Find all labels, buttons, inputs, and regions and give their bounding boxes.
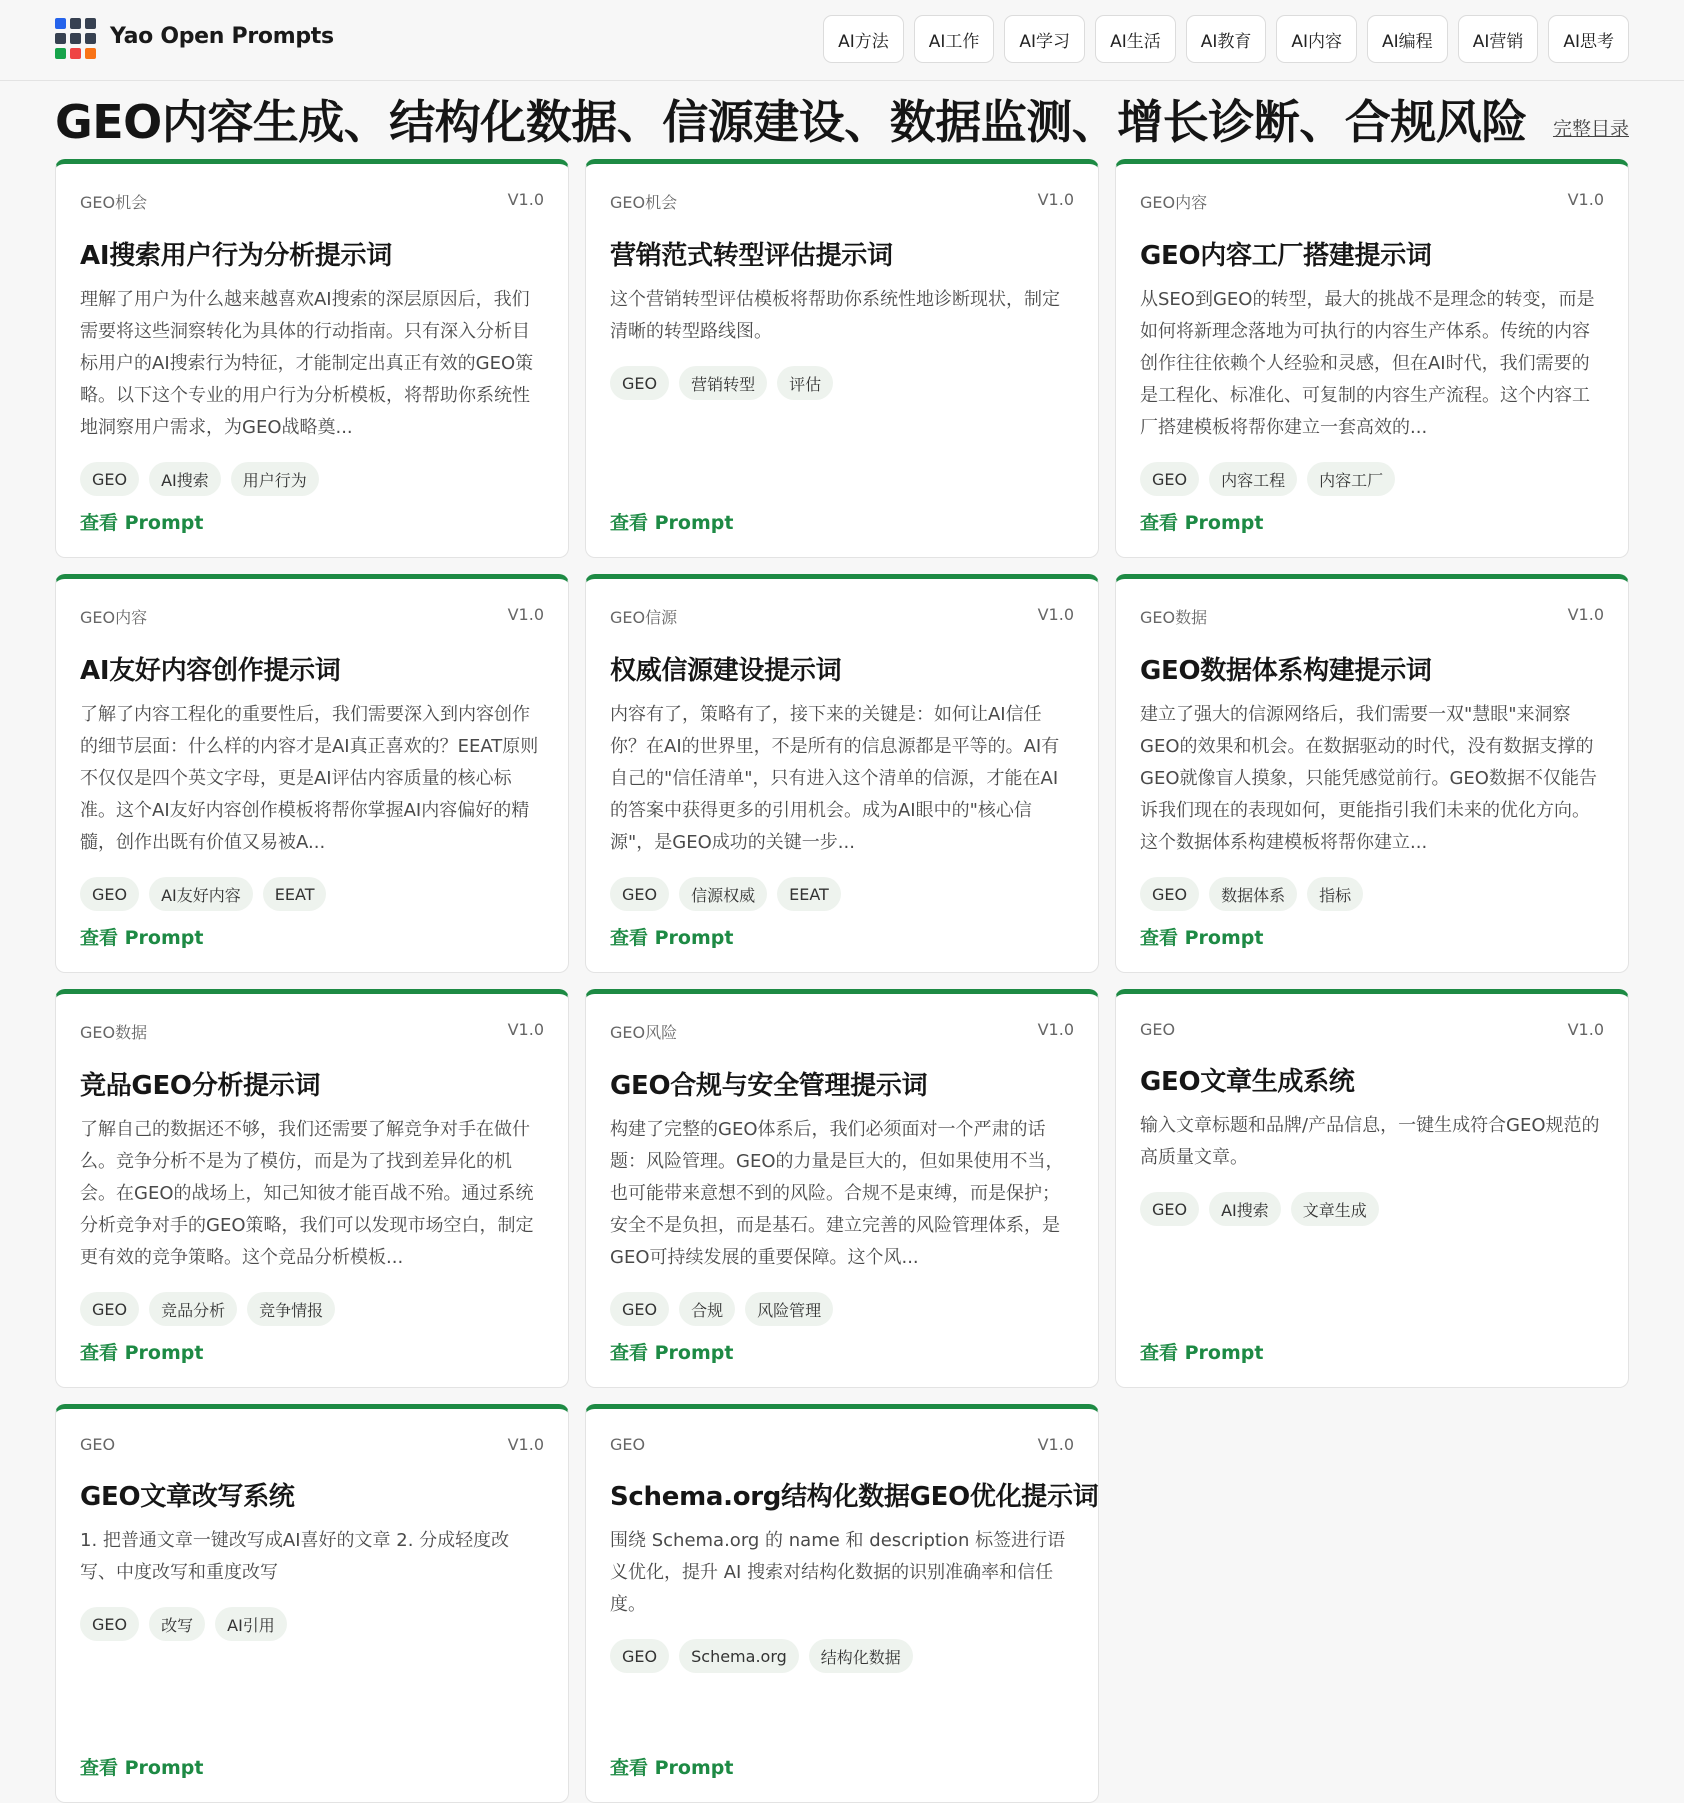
logo-square [70,33,81,44]
nav-tab-7[interactable]: AI营销 [1458,15,1539,63]
tag-chip[interactable]: 竞品分析 [149,1292,237,1326]
card-category: GEO [80,1435,116,1454]
card-version: V1.0 [1037,1435,1074,1454]
nav-tab-4[interactable]: AI教育 [1186,15,1267,63]
card-version: V1.0 [507,190,544,209]
card-category: GEO [610,1435,646,1454]
card-tags [610,366,1074,400]
logo-square [70,48,81,59]
card-category: GEO机会 [80,193,148,212]
tag-chip[interactable]: EEAT [263,877,327,911]
tag-chip[interactable]: GEO [80,877,139,911]
card-category: GEO数据 [1140,608,1208,627]
card-tags [610,1639,1074,1673]
view-prompt-link[interactable]: 查看 Prompt [80,1757,204,1779]
tag-chip[interactable]: AI引用 [215,1607,287,1641]
nav-tab-1[interactable]: AI工作 [914,15,995,63]
card-tags [610,1292,1074,1326]
prompt-card[interactable] [585,159,1099,558]
logo-square [85,18,96,29]
prompt-card[interactable] [585,1404,1099,1803]
prompt-card[interactable] [1115,574,1629,973]
card-title[interactable]: GEO内容工厂搭建提示词 [1140,241,1432,271]
card-version: V1.0 [1567,605,1604,624]
view-prompt-link[interactable]: 查看 Prompt [80,512,204,534]
tag-chip[interactable]: GEO [80,1292,139,1326]
tag-chip[interactable]: GEO [610,1292,669,1326]
tag-chip[interactable]: 合规 [679,1292,735,1326]
card-description: 围绕 Schema.org 的 name 和 description 标签进行语义优化，提升 AI 搜索对结构化数据的识别准确率和信任度。 [610,1530,1066,1615]
nav-tab-6[interactable]: AI编程 [1367,15,1448,63]
card-header [1140,1020,1604,1039]
tag-chip[interactable]: EEAT [777,877,841,911]
tag-chip[interactable]: 内容工厂 [1307,462,1395,496]
view-prompt-link[interactable]: 查看 Prompt [610,927,734,949]
tag-chip[interactable]: GEO [80,1607,139,1641]
card-tags [1140,462,1604,496]
category-nav [823,15,1629,63]
tag-chip[interactable]: 评估 [777,366,833,400]
card-title[interactable]: GEO文章生成系统 [1140,1067,1355,1097]
card-version: V1.0 [1037,605,1074,624]
logo-square [70,18,81,29]
card-category: GEO风险 [610,1023,678,1042]
tag-chip[interactable]: 用户行为 [231,462,319,496]
view-prompt-link[interactable]: 查看 Prompt [610,1757,734,1779]
nav-tab-0[interactable]: AI方法 [823,15,904,63]
card-header [610,1435,1074,1454]
card-version: V1.0 [507,1020,544,1039]
card-title[interactable]: GEO文章改写系统 [80,1482,295,1512]
tag-chip[interactable]: Schema.org [679,1639,799,1673]
tag-chip[interactable]: GEO [610,1639,669,1673]
card-description: 构建了完整的GEO体系后，我们必须面对一个严肃的话题：风险管理。GEO的力量是巨大的，但如果使用不当，也可能带来意想不到的风险。合规不是束缚，而是保护；安全不是负担，而是基石。建立完善的风险管理体系，是GEO可持续发展的重要保障。这个风... [610,1119,1064,1268]
tag-chip[interactable]: 数据体系 [1209,877,1297,911]
card-description: 内容有了，策略有了，接下来的关键是：如何让AI信任你？在AI的世界里，不是所有的信息源都是平等的。AI有自己的"信任清单"，只有进入这个清单的信源，才能在AI的答案中获得更多的引用机会。成为AI眼中的"核心信源"，是GEO成功的关键一步... [610,704,1060,853]
full-catalog-link[interactable]: 完整目录 [1552,118,1629,140]
tag-chip[interactable]: GEO [610,366,669,400]
card-tags [80,1292,544,1326]
card-description: 这个营销转型评估模板将帮助你系统性地诊断现状，制定清晰的转型路线图。 [610,289,1060,342]
logo-square [55,18,66,29]
view-prompt-link[interactable]: 查看 Prompt [80,1342,204,1364]
card-header [610,605,1074,628]
tag-chip[interactable]: 竞争情报 [247,1292,335,1326]
card-title[interactable]: 营销范式转型评估提示词 [610,241,893,271]
card-tags [1140,877,1604,911]
nav-tab-3[interactable]: AI生活 [1095,15,1176,63]
card-header [1140,605,1604,628]
card-title[interactable]: 权威信源建设提示词 [610,656,842,686]
card-description: 了解自己的数据还不够，我们还需要了解竞争对手在做什么。竞争分析不是为了模仿，而是为了找到差异化的机会。在GEO的战场上，知己知彼才能百战不殆。通过系统分析竞争对手的GEO策略，我们可以发现市场空白，制定更有效的竞争策略。这个竞品分析模板... [80,1119,534,1268]
card-header [610,190,1074,213]
view-prompt-link[interactable]: 查看 Prompt [610,1342,734,1364]
tag-chip[interactable]: 营销转型 [679,366,767,400]
top-navigation-bar [0,0,1684,81]
nav-tab-2[interactable]: AI学习 [1004,15,1085,63]
card-header [80,605,544,628]
card-tags [1140,1192,1604,1226]
card-version: V1.0 [507,605,544,624]
view-prompt-link[interactable]: 查看 Prompt [80,927,204,949]
card-description: 建立了强大的信源网络后，我们需要一双"慧眼"来洞察GEO的效果和机会。在数据驱动的时代，没有数据支撑的GEO就像盲人摸象，只能凭感觉前行。GEO数据不仅能告诉我们现在的表现如何，更能指引我们未来的优化方向。这个数据体系构建模板将帮你建立... [1140,704,1597,853]
prompt-card[interactable] [55,1404,569,1803]
card-version: V1.0 [1037,1020,1074,1039]
card-title[interactable]: Schema.org结构化数据GEO优化提示词 [610,1482,1099,1512]
grid-logo-icon[interactable] [55,18,96,59]
card-description: 从SEO到GEO的转型，最大的挑战不是理念的转变，而是如何将新理念落地为可执行的内容生产体系。传统的内容创作往往依赖个人经验和灵感，但在AI时代，我们需要的是工程化、标准化、可复制的内容生产流程。这个内容工厂搭建模板将帮你建立一套高效的... [1140,289,1595,438]
prompt-card[interactable] [585,574,1099,973]
card-title[interactable]: GEO数据体系构建提示词 [1140,656,1432,686]
prompt-card[interactable] [585,989,1099,1388]
card-version: V1.0 [507,1435,544,1454]
card-category: GEO内容 [1140,193,1208,212]
tag-chip[interactable]: 结构化数据 [809,1639,913,1673]
brand-name[interactable]: Yao Open Prompts [110,24,334,49]
card-header [80,190,544,213]
card-tags [80,1607,544,1641]
tag-chip[interactable]: 指标 [1307,877,1363,911]
card-category: GEO数据 [80,1023,148,1042]
nav-tab-8[interactable]: AI思考 [1548,15,1629,63]
tag-chip[interactable]: AI友好内容 [149,877,253,911]
prompt-card[interactable] [1115,159,1629,558]
card-category: GEO信源 [610,608,678,627]
card-tags [80,877,544,911]
tag-chip[interactable]: 改写 [149,1607,205,1641]
prompt-card[interactable] [55,574,569,973]
view-prompt-link[interactable]: 查看 Prompt [1140,927,1264,949]
card-header [610,1020,1074,1043]
card-category: GEO [1140,1020,1176,1039]
tag-chip[interactable]: 内容工程 [1209,462,1297,496]
view-prompt-link[interactable]: 查看 Prompt [1140,512,1264,534]
tag-chip[interactable]: GEO [1140,1192,1199,1226]
logo-square [85,33,96,44]
card-version: V1.0 [1567,1020,1604,1039]
view-prompt-link[interactable]: 查看 Prompt [1140,1342,1264,1364]
logo-square [55,33,66,44]
prompt-card[interactable] [55,159,569,558]
nav-tab-5[interactable]: AI内容 [1276,15,1357,63]
tag-chip[interactable]: AI搜索 [1209,1192,1281,1226]
card-category: GEO内容 [80,608,148,627]
card-version: V1.0 [1037,190,1074,209]
prompt-card[interactable] [1115,989,1629,1388]
card-description: 输入文章标题和品牌/产品信息，一键生成符合GEO规范的高质量文章。 [1140,1115,1600,1168]
tag-chip[interactable]: GEO [1140,877,1199,911]
card-description: 1. 把普通文章一键改写成AI喜好的文章 2. 分成轻度改写、中度改写和重度改写 [80,1530,510,1583]
tag-chip[interactable]: 风险管理 [745,1292,833,1326]
view-prompt-link[interactable]: 查看 Prompt [610,512,734,534]
card-version: V1.0 [1567,190,1604,209]
tag-chip[interactable]: GEO [1140,462,1199,496]
prompt-card[interactable] [55,989,569,1388]
tag-chip[interactable]: GEO [610,877,669,911]
tag-chip[interactable]: 文章生成 [1291,1192,1379,1226]
prompt-card-grid [55,159,1629,1803]
card-title[interactable]: AI搜索用户行为分析提示词 [80,241,392,271]
tag-chip[interactable]: 信源权威 [679,877,767,911]
logo-square [55,48,66,59]
logo-square [85,48,96,59]
tag-chip[interactable]: AI搜索 [149,462,221,496]
card-title[interactable]: AI友好内容创作提示词 [80,656,341,686]
card-description: 了解了内容工程化的重要性后，我们需要深入到内容创作的细节层面：什么样的内容才是AI真正喜欢的？EEAT原则不仅仅是四个英文字母，更是AI评估内容质量的核心标准。这个AI友好内容创作模板将帮你掌握AI内容偏好的精髓，创作出既有价值又易被A... [80,704,539,853]
card-tags [80,462,544,496]
card-description: 理解了用户为什么越来越喜欢AI搜索的深层原因后，我们需要将这些洞察转化为具体的行动指南。只有深入分析目标用户的AI搜索行为特征，才能制定出真正有效的GEO策略。以下这个专业的用户行为分析模板，将帮助你系统性地洞察用户需求，为GEO战略奠... [80,289,534,438]
card-title[interactable]: GEO合规与安全管理提示词 [610,1071,928,1101]
page-title: GEO内容生成、结构化数据、信源建设、数据监测、增长诊断、合规风险 [55,95,1527,149]
card-header [80,1435,544,1454]
card-tags [610,877,1074,911]
card-title[interactable]: 竞品GEO分析提示词 [80,1071,321,1101]
tag-chip[interactable]: GEO [80,462,139,496]
card-header [1140,190,1604,213]
card-header [80,1020,544,1043]
card-category: GEO机会 [610,193,678,212]
